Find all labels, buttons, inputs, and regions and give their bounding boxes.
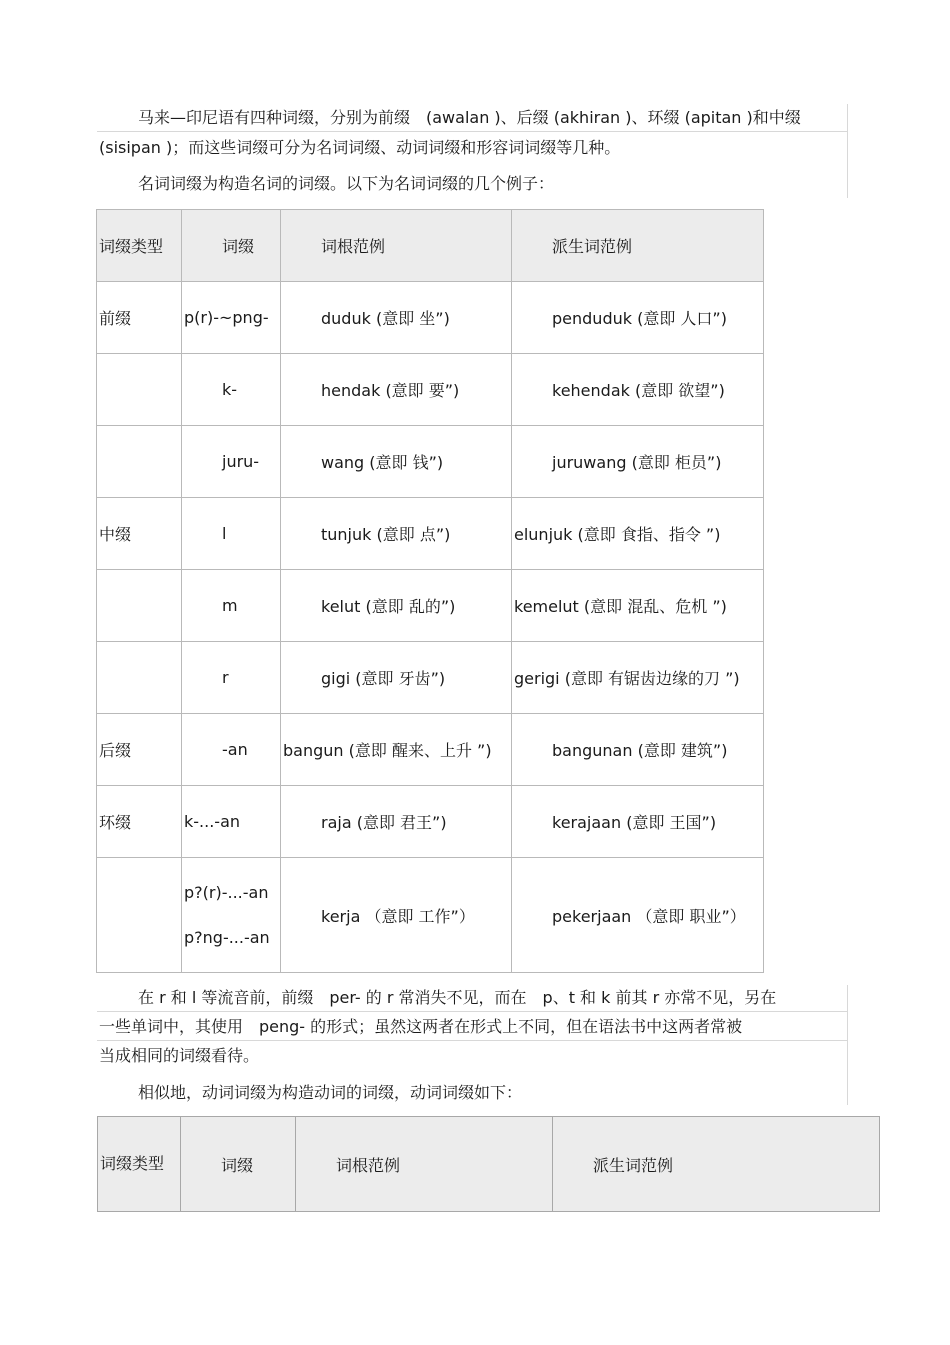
cell-affix-type <box>97 426 182 498</box>
middle-line-1: 在 r 和 l 等流音前，前缀 per- 的 r 常消失不见，而在 p、t 和 k 前其 r 亦常不见，另在 <box>138 988 777 1007</box>
noun-affix-table <box>96 209 764 973</box>
table-header-row <box>97 210 764 282</box>
table-row <box>97 354 764 426</box>
cell-root: hendak (意即 要”) <box>281 354 512 426</box>
middle-line-4: 相似地，动词词缀为构造动词的词缀，动词词缀如下： <box>138 1083 523 1102</box>
cell-affix: -an <box>182 714 281 786</box>
table-row <box>97 570 764 642</box>
cell-derived: kehendak (意即 欲望”) <box>512 354 764 426</box>
cell-affix-type <box>97 570 182 642</box>
affix-variant: p?(r)-...-an <box>184 883 269 902</box>
cell-derived: bangunan (意即 建筑”) <box>512 714 764 786</box>
cell-derived: kerajaan (意即 王国”) <box>512 786 764 858</box>
cell-affix-type <box>97 354 182 426</box>
table-row <box>97 714 764 786</box>
intro-line-3: 名词词缀为构造名词的词缀。以下为名词词缀的几个例子： <box>138 174 555 193</box>
cell-affix-type: 后缀 <box>97 714 182 786</box>
header-affix: 词缀 <box>181 1117 296 1212</box>
cell-affix-type <box>97 642 182 714</box>
cell-root: kelut (意即 乱的”) <box>281 570 512 642</box>
table-row <box>97 786 764 858</box>
header-root-example: 词根范例 <box>281 210 512 282</box>
header-root-example: 词根范例 <box>296 1117 553 1212</box>
cell-derived: kemelut (意即 混乱、危机 ”) <box>512 570 764 642</box>
table-row <box>97 426 764 498</box>
cell-affix-type <box>97 858 182 973</box>
cell-derived: juruwang (意即 柜员”) <box>512 426 764 498</box>
cell-root: wang (意即 钱”) <box>281 426 512 498</box>
cell-affix: m <box>182 570 281 642</box>
cell-root: tunjuk (意即 点”) <box>281 498 512 570</box>
affix-variant: p?ng-...-an <box>184 928 270 947</box>
cell-root: kerja （意即 工作”） <box>281 858 512 973</box>
intro-line-1: 马来—印尼语有四种词缀，分别为前缀 (awalan )、后缀 (akhiran )、环缀 (apitan )和中缀 <box>138 108 801 127</box>
table-row <box>97 498 764 570</box>
cell-affix: r <box>182 642 281 714</box>
cell-affix <box>182 858 281 973</box>
table-header-row <box>98 1117 880 1212</box>
text-frame-rule <box>97 131 847 132</box>
cell-derived: elunjuk (意即 食指、指令 ”) <box>512 498 764 570</box>
header-affix-type: 词缀类型 <box>97 210 182 282</box>
table-row <box>97 858 764 973</box>
table-row <box>97 282 764 354</box>
cell-root: gigi (意即 牙齿”) <box>281 642 512 714</box>
cell-derived: gerigi (意即 有锯齿边缘的刀 ”) <box>512 642 764 714</box>
text-frame-rule <box>97 1011 847 1012</box>
header-affix: 词缀 <box>182 210 281 282</box>
cell-affix-type: 中缀 <box>97 498 182 570</box>
cell-root: raja (意即 君王”) <box>281 786 512 858</box>
text-frame-rule <box>847 104 848 198</box>
cell-affix: juru- <box>182 426 281 498</box>
middle-line-3: 当成相同的词缀看待。 <box>99 1046 260 1065</box>
cell-affix-type: 前缀 <box>97 282 182 354</box>
middle-line-2: 一些单词中，其使用 peng- 的形式；虽然这两者在形式上不同，但在语法书中这两者常被 <box>99 1017 743 1036</box>
cell-affix: l <box>182 498 281 570</box>
text-frame-rule <box>847 985 848 1105</box>
verb-affix-table <box>97 1116 880 1212</box>
table-row <box>97 642 764 714</box>
header-derived-example: 派生词范例 <box>512 210 764 282</box>
cell-derived: pekerjaan （意即 职业”） <box>512 858 764 973</box>
header-derived-example: 派生词范例 <box>553 1117 880 1212</box>
cell-affix: p(r)-~png- <box>182 282 281 354</box>
cell-affix: k-...-an <box>182 786 281 858</box>
intro-line-2: (sisipan )；而这些词缀可分为名词词缀、动词词缀和形容词词缀等几种。 <box>99 138 621 157</box>
text-frame-rule <box>97 1040 847 1041</box>
cell-affix-type: 环缀 <box>97 786 182 858</box>
cell-root: bangun (意即 醒来、上升 ”) <box>281 714 512 786</box>
cell-derived: penduduk (意即 人口”) <box>512 282 764 354</box>
header-affix-type: 词缀类型 <box>98 1117 181 1212</box>
cell-root: duduk (意即 坐”) <box>281 282 512 354</box>
cell-affix: k- <box>182 354 281 426</box>
